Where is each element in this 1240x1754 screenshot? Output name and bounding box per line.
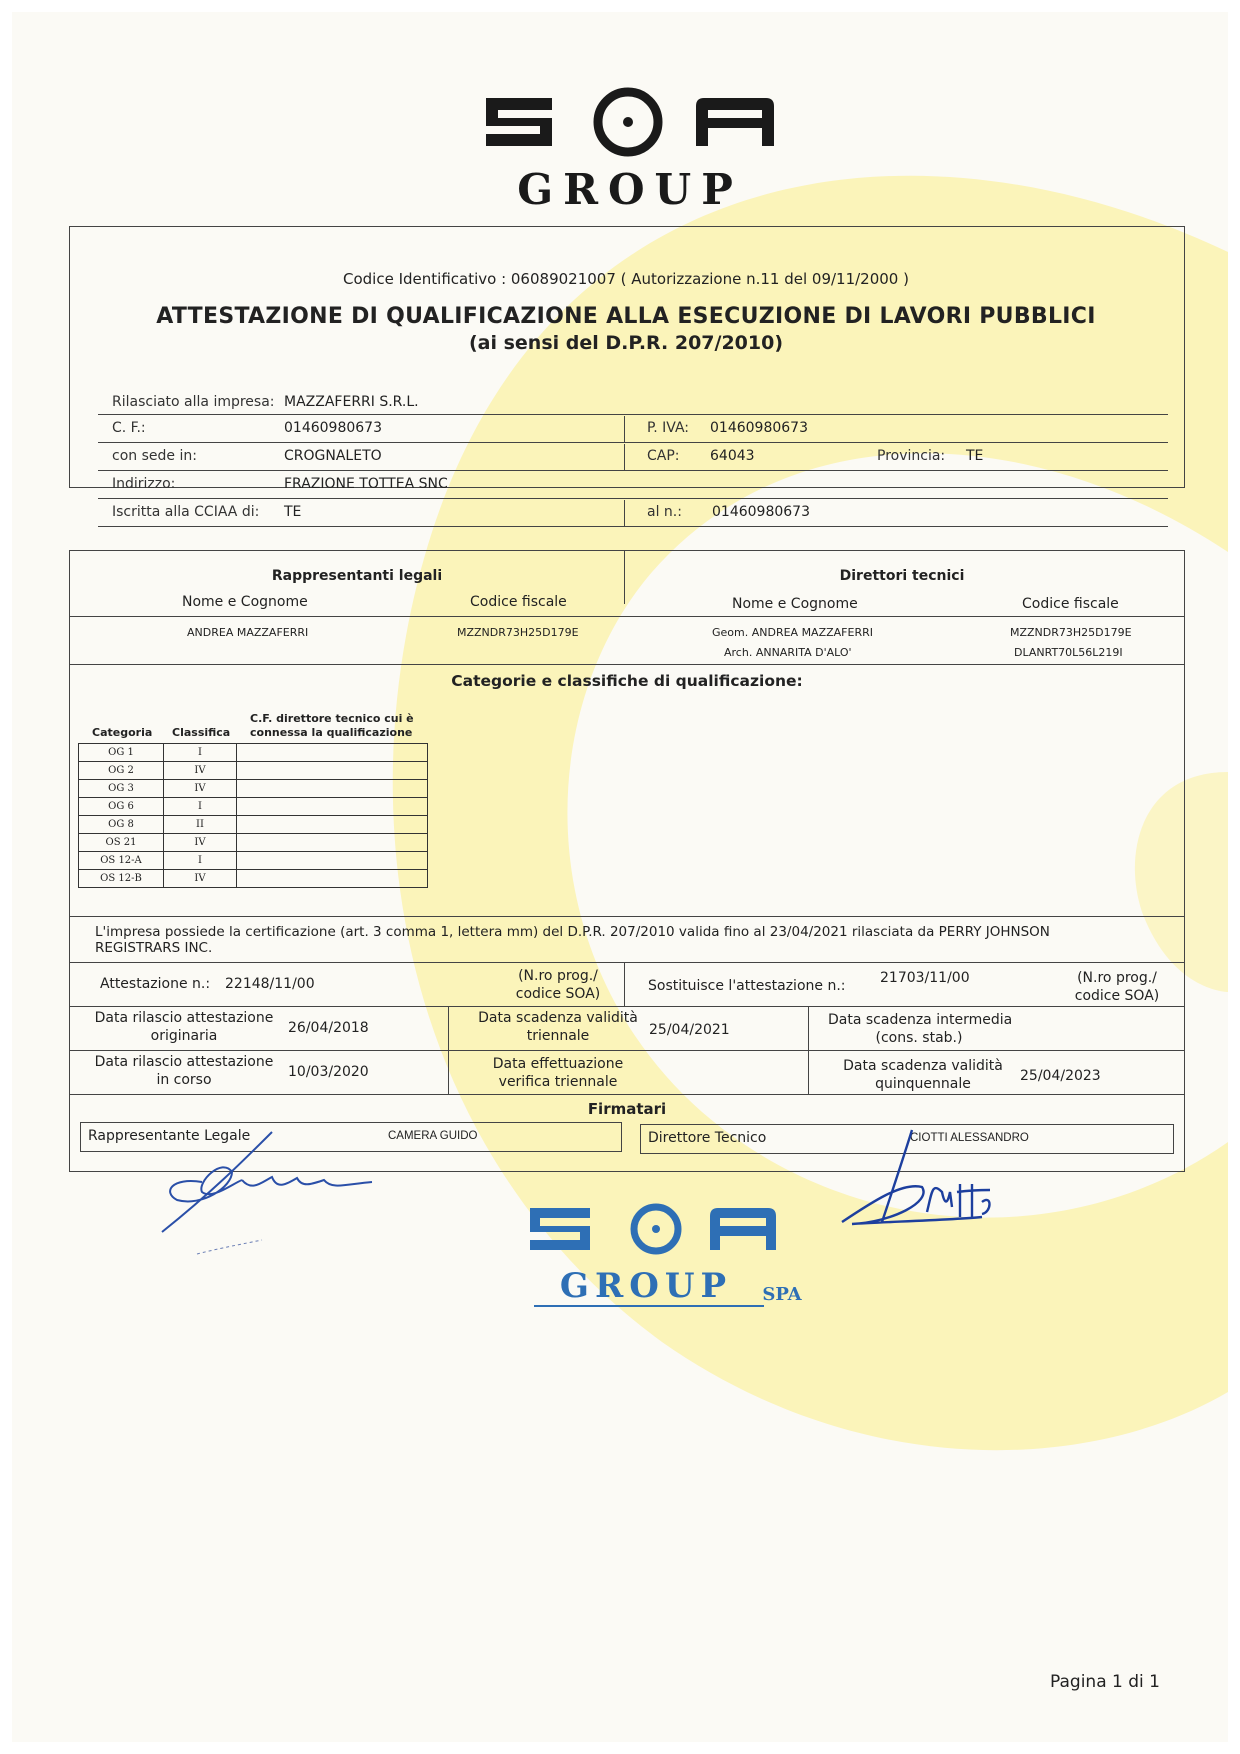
rappresentanti-col-name: Nome e Cognome (182, 594, 308, 610)
logo-top-word: GROUP (517, 165, 743, 214)
cf-direttore-cell (237, 762, 428, 780)
categoria-row (79, 816, 428, 834)
categoria-row (79, 798, 428, 816)
attestazione-prog-2: codice SOA) (515, 986, 601, 1002)
rilascio-corso-value: 10/03/2020 (288, 1064, 369, 1080)
categoria-cell: OG 6 (79, 798, 164, 816)
cf-direttore-cell (237, 834, 428, 852)
verifica-label-1: Data effettuazione (492, 1056, 624, 1072)
sede-value: CROGNALETO (284, 448, 382, 464)
rl-label: Rappresentante Legale (88, 1128, 251, 1144)
scad-inter-label-2: (cons. stab.) (875, 1030, 963, 1046)
categoria-row (79, 780, 428, 798)
scad-trien-label-2: triennale (526, 1028, 590, 1044)
rilasciato-label: Rilasciato alla impresa: (112, 394, 275, 410)
direttore-cf-2: DLANRT70L56L219I (1014, 646, 1123, 659)
rilascio-corso-label-1: Data rilascio attestazione (94, 1054, 274, 1070)
col-categoria: Categoria (92, 726, 153, 739)
impresa-box (69, 226, 1185, 488)
provincia-label: Provincia: (877, 448, 946, 464)
sostituisce-prog-2: codice SOA) (1074, 988, 1160, 1004)
dt-label: Direttore Tecnico (648, 1130, 767, 1146)
signature-direttore-tecnico (832, 1122, 1012, 1242)
aln-label: al n.: (647, 504, 682, 520)
direttore-cf-1: MZZNDR73H25D179E (1010, 626, 1132, 639)
rilascio-corso-label-2: in corso (156, 1072, 212, 1088)
classifica-cell: IV (164, 870, 237, 888)
categoria-cell: OG 1 (79, 744, 164, 762)
col-cf-direttore-line1: C.F. direttore tecnico cui è (250, 712, 414, 725)
categoria-cell: OG 2 (79, 762, 164, 780)
certificazione-line1: L'impresa possiede la certificazione (art. 3 comma 1, lettera mm) del D.P.R. 207/2010 valida fino al 23/04/2021 rilasciata da PERRY JOHNSON (95, 924, 1050, 940)
scad-quin-label-2: quinquennale (875, 1076, 971, 1092)
logo-bottom-suffix: SPA (762, 1284, 802, 1305)
categorie-heading: Categorie e classifiche di qualificazione: (451, 672, 803, 690)
soa-group-logo-top (480, 84, 780, 214)
cf-direttore-cell (237, 798, 428, 816)
categoria-cell: OS 12-B (79, 870, 164, 888)
attestazione-prog-1: (N.ro prog./ (518, 968, 598, 984)
direttori-heading: Direttori tecnici (839, 568, 965, 584)
categoria-row (79, 744, 428, 762)
cf-label: C. F.: (112, 420, 146, 436)
certificazione-line2: REGISTRARS INC. (95, 940, 213, 956)
indirizzo-value: FRAZIONE TOTTEA SNC (284, 476, 448, 492)
codice-identificativo: Codice Identificativo : 06089021007 ( Autorizzazione n.11 del 09/11/2000 ) (343, 270, 909, 288)
cf-direttore-cell (237, 870, 428, 888)
page-subtitle: (ai sensi del D.P.R. 207/2010) (468, 332, 784, 354)
provincia-value: TE (966, 448, 984, 464)
rappresentanti-col-cf: Codice fiscale (470, 594, 567, 610)
document-page (12, 12, 1228, 1742)
rl-value: CAMERA GUIDO (388, 1130, 478, 1142)
categoria-cell: OG 8 (79, 816, 164, 834)
rappresentante-cf: MZZNDR73H25D179E (457, 626, 579, 639)
page-title: ATTESTAZIONE DI QUALIFICAZIONE ALLA ESECUZIONE DI LAVORI PUBBLICI (156, 304, 1096, 329)
rilascio-orig-label-1: Data rilascio attestazione (94, 1010, 274, 1026)
categoria-row (79, 834, 428, 852)
scad-trien-label-1: Data scadenza validità (478, 1010, 638, 1026)
categorie-table (78, 743, 428, 888)
attestazione-n-label: Attestazione n.: (100, 976, 211, 992)
aln-value: 01460980673 (712, 504, 810, 520)
soa-group-spa-stamp (524, 1202, 802, 1312)
classifica-cell: IV (164, 780, 237, 798)
piva-value: 01460980673 (710, 420, 808, 436)
rilascio-orig-label-2: originaria (150, 1028, 218, 1044)
classifica-cell: I (164, 744, 237, 762)
sostituisce-value: 21703/11/00 (880, 970, 970, 986)
categoria-cell: OS 12-A (79, 852, 164, 870)
ccia-label: Iscritta alla CCIAA di: (112, 504, 260, 520)
rappresentanti-heading: Rappresentanti legali (271, 568, 443, 584)
categoria-row (79, 870, 428, 888)
categoria-row (79, 762, 428, 780)
cf-value: 01460980673 (284, 420, 382, 436)
rilascio-orig-value: 26/04/2018 (288, 1020, 369, 1036)
ccia-value: TE (284, 504, 302, 520)
logo-bottom-word: GROUP (559, 1266, 733, 1306)
attestazione-n-value: 22148/11/00 (225, 976, 315, 992)
cf-direttore-cell (237, 780, 428, 798)
signature-rappresentante-legale (102, 1122, 432, 1272)
sostituisce-label: Sostituisce l'attestazione n.: (648, 978, 846, 994)
cap-label: CAP: (647, 448, 680, 464)
categoria-cell: OG 3 (79, 780, 164, 798)
classifica-cell: IV (164, 762, 237, 780)
page-number: Pagina 1 di 1 (1050, 1672, 1160, 1692)
cf-direttore-cell (237, 816, 428, 834)
verifica-label-2: verifica triennale (498, 1074, 618, 1090)
cf-direttore-cell (237, 852, 428, 870)
firmatari-heading: Firmatari (587, 1100, 667, 1118)
dt-value: CIOTTI ALESSANDRO (910, 1132, 1029, 1144)
classifica-cell: IV (164, 834, 237, 852)
piva-label: P. IVA: (647, 420, 690, 436)
col-classifica: Classifica (172, 726, 231, 739)
direttore-name-1: Geom. ANDREA MAZZAFERRI (712, 626, 873, 639)
scad-trien-value: 25/04/2021 (649, 1022, 730, 1038)
direttore-name-2: Arch. ANNARITA D'ALO' (724, 646, 852, 659)
scad-quin-label-1: Data scadenza validità (843, 1058, 1003, 1074)
scad-inter-label-1: Data scadenza intermedia (828, 1012, 1013, 1028)
categoria-cell: OS 21 (79, 834, 164, 852)
col-cf-direttore-line2: connessa la qualificazione (250, 726, 413, 739)
scad-quin-value: 25/04/2023 (1020, 1068, 1101, 1084)
indirizzo-label: Indirizzo: (112, 476, 176, 492)
direttori-col-cf: Codice fiscale (1022, 596, 1119, 612)
sostituisce-prog-1: (N.ro prog./ (1077, 970, 1157, 986)
classifica-cell: I (164, 798, 237, 816)
cf-direttore-cell (237, 744, 428, 762)
sede-label: con sede in: (112, 448, 197, 464)
classifica-cell: II (164, 816, 237, 834)
classifica-cell: I (164, 852, 237, 870)
rilasciato-value: MAZZAFERRI S.R.L. (284, 394, 419, 410)
categoria-row (79, 852, 428, 870)
direttori-col-name: Nome e Cognome (732, 596, 858, 612)
cap-value: 64043 (710, 448, 755, 464)
rappresentante-name: ANDREA MAZZAFERRI (187, 626, 309, 639)
